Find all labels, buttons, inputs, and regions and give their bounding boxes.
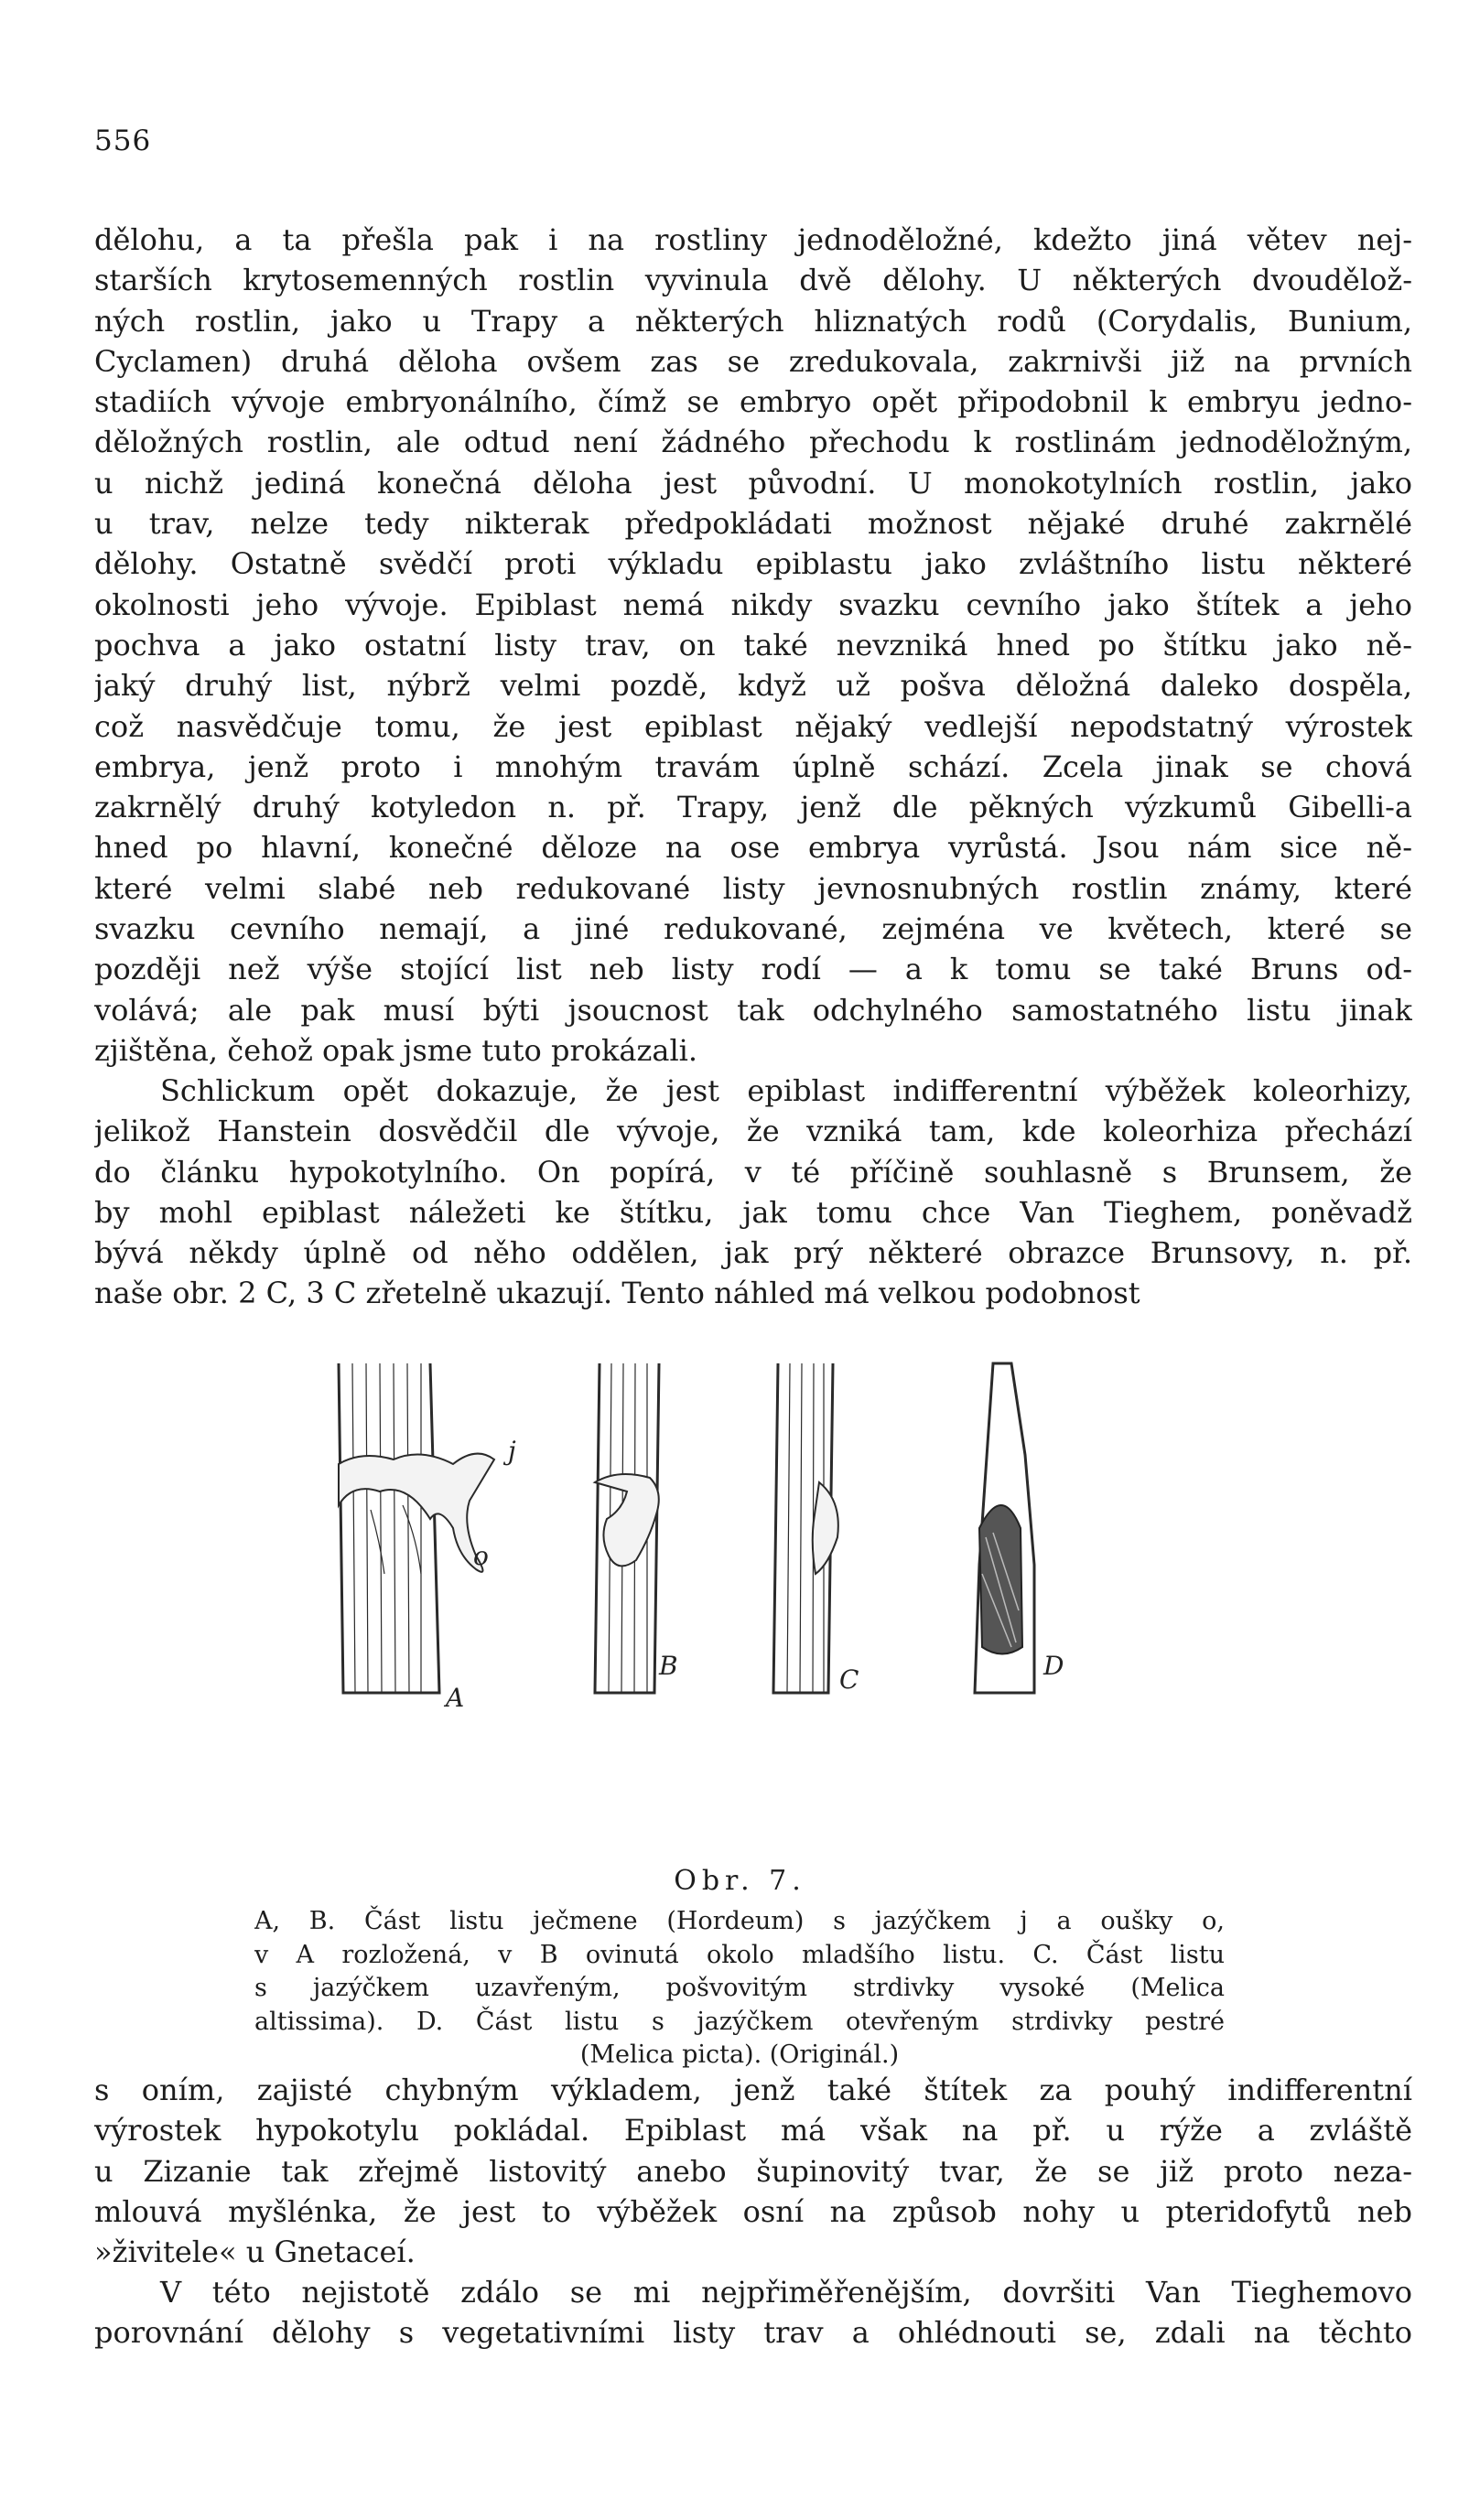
text-line: výrostek hypokotylu pokládal. Epiblast má však na př. u rýže a zvláště	[94, 2113, 1412, 2148]
text-line: což nasvědčuje tomu, že jest epiblast nějaký vedlejší nepodstatný výrostek	[94, 708, 1412, 744]
label-D: D	[1043, 1651, 1064, 1681]
text-line: pochva a jako ostatní listy trav, on také nevzniká hned po štítku jako ně-	[94, 627, 1412, 662]
text-line: by mohl epiblast náležeti ke štítku, jak tomu chce Van Tieghem, poněvadž	[94, 1194, 1412, 1230]
text-line: altissima). D. Část listu s jazýčkem otevřeným strdivky pestré	[254, 2007, 1225, 2036]
text-line: ných rostlin, jako u Trapy a některých hliznatých rodů (Corydalis, Bunium,	[94, 303, 1412, 339]
text-line: starších krytosemenných rostlin vyvinula dvě dělohy. U některých dvoudělož-	[94, 263, 1412, 298]
text-line: svazku cevního nemají, a jiné redukované, zejména ve květech, které se	[94, 911, 1412, 947]
label-j: j	[508, 1436, 516, 1466]
text-line: naše obr. 2 C, 3 C zřetelně ukazují. Tento náhled má velkou podobnost	[94, 1276, 1140, 1311]
text-line: dělohy. Ostatně svědčí proti výkladu epiblastu jako zvláštního listu některé	[94, 546, 1412, 582]
text-line: mlouvá myšlénka, že jest to výběžek osní na způsob nohy u pteridofytů neb	[94, 2193, 1412, 2229]
paragraph-2	[94, 1071, 1412, 1314]
figure-grass-leaves	[233, 1345, 1194, 1876]
text-line: embrya, jenž proto i mnohým travám úplně schází. Zcela jinak se chová	[94, 748, 1412, 784]
label-o: o	[473, 1541, 489, 1571]
text-line: A, B. Část listu ječmene (Hordeum) s jazýčkem j a oušky o,	[254, 1907, 1225, 1935]
figure-drawing	[233, 1345, 1194, 1876]
label-C: C	[839, 1664, 859, 1695]
leaf-B-drawing	[595, 1363, 659, 1693]
text-line: děložných rostlin, ale odtud není žádného přechodu k rostlinám jednoděložným,	[94, 425, 1412, 460]
leaf-D-drawing	[975, 1363, 1034, 1693]
page-number: 556	[94, 124, 152, 157]
figure-caption-title: Obr. 7.	[674, 1865, 806, 1897]
text-line: Schlickum opět dokazuje, že jest epiblast indifferentní výběžek koleorhizy,	[160, 1073, 1412, 1108]
text-line: V této nejistotě zdálo se mi nejpřiměřenějším, dovršiti Van Tieghemovo	[160, 2275, 1412, 2310]
text-line: u nichž jediná konečná děloha jest původní. U monokotylních rostlin, jako	[94, 465, 1412, 501]
text-line: zakrnělý druhý kotyledon n. př. Trapy, jenž dle pěkných výzkumů Gibelli-a	[94, 790, 1412, 825]
paragraph-4	[94, 2272, 1412, 2353]
text-line: u Zizanie tak zřejmě listovitý anebo šupinovitý tvar, že se již proto neza-	[94, 2153, 1412, 2189]
text-line: stadiích vývoje embryonálního, čímž se embryo opět připodobnil k embryu jedno-	[94, 384, 1412, 420]
figure-caption	[254, 1905, 1225, 2073]
text-line: s jazýčkem uzavřeným, pošvovitým strdivky vysoké (Melica	[254, 1974, 1225, 2002]
text-line: do článku hypokotylního. On popírá, v té příčině souhlasně s Brunsem, že	[94, 1154, 1412, 1190]
label-B: B	[659, 1651, 678, 1681]
leaf-C-drawing	[773, 1363, 838, 1693]
text-line: jelikož Hanstein dosvědčil dle vývoje, že vzniká tam, kde koleorhiza přechází	[94, 1114, 1412, 1149]
text-line: u trav, nelze tedy nikterak předpokládati možnost nějaké druhé zakrnělé	[94, 506, 1412, 542]
text-line: bývá někdy úplně od něho oddělen, jak prý některé obrazce Brunsovy, n. př.	[94, 1235, 1412, 1271]
paragraph-1	[94, 220, 1412, 1071]
text-line: jaký druhý list, nýbrž velmi pozdě, když už pošva děložná daleko dospěla,	[94, 668, 1412, 704]
text-line: »živitele« u Gnetaceí.	[94, 2235, 416, 2270]
text-line: v A rozložená, v B ovinutá okolo mladšího listu. C. Část listu	[254, 1940, 1225, 1969]
text-line: s oním, zajisté chybným výkladem, jenž také štítek za pouhý indifferentní	[94, 2073, 1412, 2107]
text-line: hned po hlavní, konečné děloze na ose embrya vyrůstá. Jsou nám sice ně-	[94, 830, 1412, 866]
text-line: později než výše stojící list neb listy rodí — a k tomu se také Bruns od-	[94, 952, 1412, 987]
text-line: dělohu, a ta přešla pak i na rostliny jednoděložné, kdežto jiná větev nej-	[94, 222, 1412, 257]
paragraph-3	[94, 2070, 1412, 2272]
text-line: okolnosti jeho vývoje. Epiblast nemá nikdy svazku cevního jako štítek a jeho	[94, 587, 1412, 622]
text-line: které velmi slabé neb redukované listy jevnosnubných rostlin známy, které	[94, 870, 1412, 906]
text-line: volává; ale pak musí býti jsoucnost tak odchylného samostatného listu jinak	[94, 992, 1412, 1028]
text-line: porovnání dělohy s vegetativními listy trav a ohlédnouti se, zdali na těchto	[94, 2315, 1412, 2351]
text-line: zjištěna, čehož opak jsme tuto prokázali.	[94, 1032, 698, 1068]
label-A: A	[446, 1683, 465, 1713]
leaf-A-drawing	[339, 1363, 494, 1693]
text-line: Cyclamen) druhá děloha ovšem zas se zredukovala, zakrnivši již na prvních	[94, 343, 1412, 379]
text-line: (Melica picta). (Originál.)	[579, 2041, 900, 2069]
